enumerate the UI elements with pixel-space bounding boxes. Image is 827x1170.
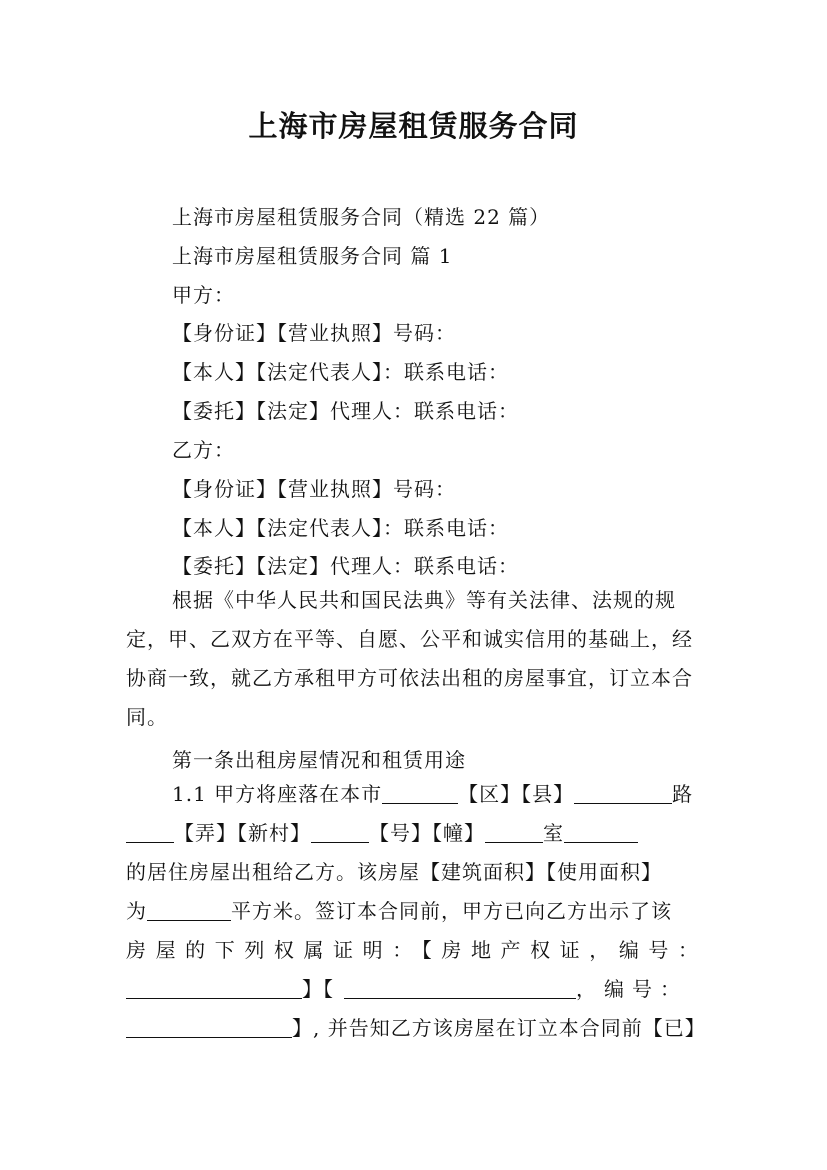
document-subtitle: 上海市房屋租赁服务合同（精选 22 篇）	[172, 205, 551, 229]
clause-text: 路	[672, 782, 694, 806]
party-a-agent-line: 【委托】【法定】代理人：联系电话：	[172, 399, 519, 423]
party-a-label: 甲方：	[172, 283, 235, 307]
blank-field	[574, 783, 672, 804]
clause-text: 房屋的下列权属证明：【房地产权证，编号：	[126, 938, 706, 962]
clause-text: 【区】【县】	[458, 782, 575, 806]
intro-paragraph: 根据《中华人民共和国民法典》等有关法律、法规的规定，甲、乙双方在平等、自愿、公平和诚实信用的基础上，经协商一致，就乙方承租甲方可依法出租的房屋事宜，订立本合同。	[126, 588, 693, 729]
clause-text: 【号】【幢】	[369, 821, 485, 845]
clause-1-1	[126, 775, 706, 1048]
party-b-agent-line: 【委托】【法定】代理人：联系电话：	[172, 554, 519, 578]
party-a-id-line: 【身份证】【营业执照】号码：	[172, 321, 456, 345]
clause-text: 】【	[302, 977, 334, 1001]
blank-field	[147, 900, 231, 921]
article-1-title: 第一条出租房屋情况和租赁用途	[172, 748, 466, 772]
party-b-label: 乙方：	[172, 438, 235, 462]
blank-field	[564, 822, 638, 843]
blank-field	[344, 978, 576, 999]
blank-field	[382, 783, 458, 804]
party-b-id-line: 【身份证】【营业执照】号码：	[172, 477, 456, 501]
blank-field	[126, 822, 174, 843]
clause-text: 室	[543, 821, 564, 845]
clause-text: ，编号：	[576, 977, 688, 1001]
blank-field	[485, 822, 543, 843]
section-heading: 上海市房屋租赁服务合同 篇 1	[172, 244, 453, 268]
party-a-rep-line: 【本人】【法定代表人】：联系电话：	[172, 360, 509, 384]
blank-field	[126, 978, 302, 999]
blank-field	[126, 1017, 292, 1038]
clause-text: 【弄】【新村】	[174, 821, 311, 845]
clause-text: 为	[126, 899, 147, 923]
clause-text: 】, 并告知乙方该房屋在订立本合同前【已】	[292, 1016, 706, 1040]
party-b-rep-line: 【本人】【法定代表人】：联系电话：	[172, 516, 509, 540]
clause-text: 平方米。签订本合同前，甲方已向乙方出示了该	[231, 899, 672, 923]
document-title: 上海市房屋租赁服务合同	[248, 109, 579, 143]
clause-text: 的居住房屋出租给乙方。该房屋【建筑面积】【使用面积】	[126, 860, 662, 884]
blank-field	[311, 822, 369, 843]
clause-text: 1.1 甲方将座落在本市	[172, 782, 383, 806]
